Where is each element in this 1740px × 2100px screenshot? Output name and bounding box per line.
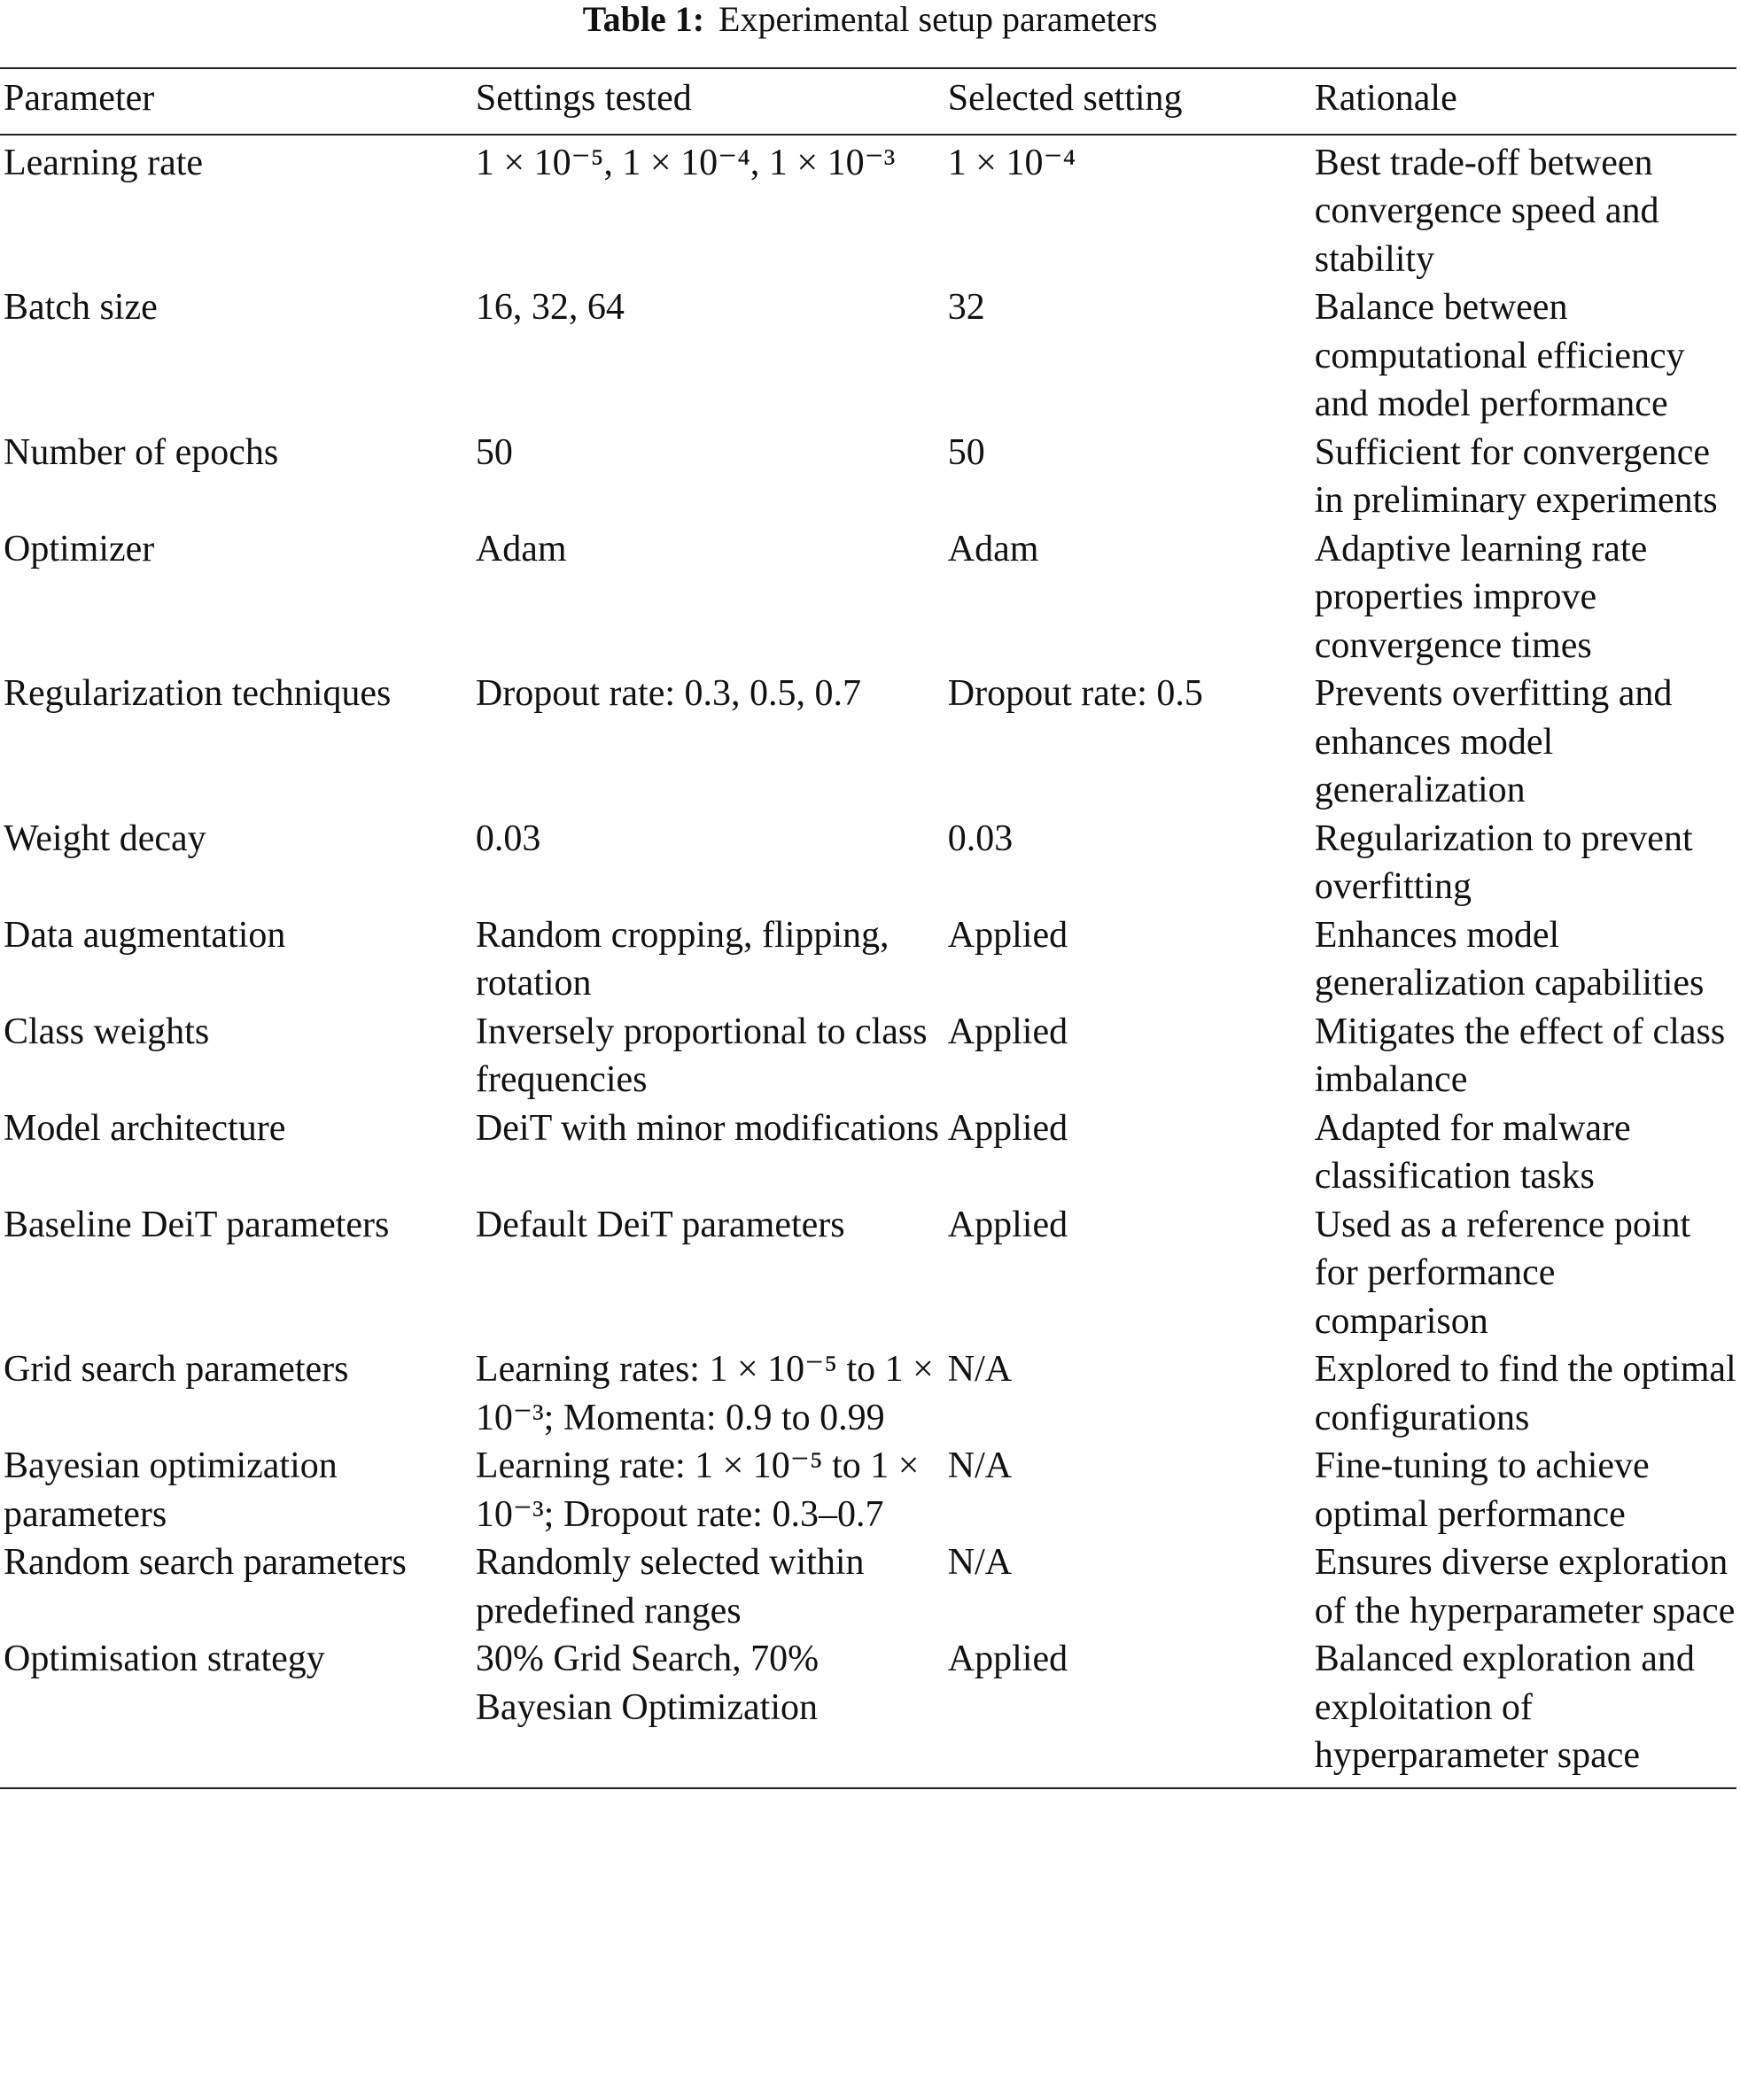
cell-selected: 1 × 10⁻⁴	[947, 142, 1076, 183]
header-selected-setting: Selected setting	[948, 68, 1315, 135]
cell-settings: 16, 32, 64	[475, 287, 625, 328]
table-row	[0, 1104, 1736, 1201]
cell-settings: 1 × 10⁻⁵, 1 × 10⁻⁴, 1 × 10⁻³	[475, 142, 896, 183]
header-parameter: Parameter	[0, 68, 476, 135]
header-settings-tested: Settings tested	[476, 68, 948, 135]
cell-rationale: Best trade-off between convergence speed and stability	[1314, 142, 1659, 280]
cell-settings: Inversely proportional to class frequencies	[475, 1011, 928, 1100]
cell-selected: Applied	[948, 1635, 1315, 1788]
cell-settings: Dropout rate: 0.3, 0.5, 0.7	[475, 673, 862, 714]
cell-selected: 32	[947, 287, 985, 328]
experimental-setup-table	[0, 67, 1736, 1789]
cell-rationale: Adaptive learning rate properties improve convergence times	[1314, 528, 1648, 666]
cell-settings: Random cropping, flipping, rotation	[475, 914, 889, 1004]
cell-parameter: Random search parameters	[4, 1542, 407, 1583]
cell-settings: Learning rate: 1 × 10⁻⁵ to 1 × 10⁻³; Dropout rate: 0.3–0.7	[475, 1445, 920, 1535]
cell-rationale: Fine-tuning to achieve optimal performance	[1314, 1445, 1650, 1535]
cell-selected: Adam	[947, 528, 1039, 570]
cell-parameter: Regularization techniques	[4, 673, 392, 714]
cell-settings: 0.03	[475, 818, 541, 859]
cell-parameter: Weight decay	[4, 818, 206, 859]
cell-rationale: Explored to find the optimal configurations	[1314, 1349, 1736, 1438]
table-row	[0, 1442, 1736, 1538]
cell-settings: DeiT with minor modifications	[475, 1107, 939, 1149]
cell-parameter: Number of epochs	[4, 431, 279, 473]
table-row	[0, 283, 1736, 429]
cell-selected: N/A	[947, 1445, 1013, 1486]
table-row	[0, 1635, 1736, 1788]
cell-selected: N/A	[947, 1349, 1013, 1390]
cell-rationale: Adapted for malware classification tasks	[1314, 1107, 1631, 1197]
cell-parameter: Grid search parameters	[4, 1349, 349, 1390]
cell-rationale: Prevents overfitting and enhances model generalization	[1314, 673, 1673, 810]
cell-selected: 50	[947, 431, 985, 473]
table-row	[0, 525, 1736, 670]
cell-rationale: Regularization to prevent overfitting	[1314, 818, 1693, 907]
cell-selected: Dropout rate: 0.5	[947, 673, 1203, 714]
cell-rationale: Balanced exploration and exploitation of hyperparameter space	[1315, 1635, 1736, 1788]
cell-parameter: Class weights	[4, 1011, 210, 1052]
table-row	[0, 429, 1736, 525]
cell-rationale: Sufficient for convergence in preliminary experiments	[1314, 431, 1718, 521]
header-rationale: Rationale	[1315, 68, 1736, 135]
cell-parameter: Batch size	[4, 287, 158, 328]
cell-parameter: Baseline DeiT parameters	[4, 1204, 390, 1245]
cell-parameter: Learning rate	[4, 142, 204, 183]
cell-parameter: Optimizer	[4, 528, 155, 570]
cell-selected: Applied	[947, 1204, 1068, 1245]
cell-selected: N/A	[947, 1542, 1013, 1583]
table-row	[0, 1538, 1736, 1635]
cell-selected: Applied	[947, 1107, 1068, 1149]
cell-settings: Default DeiT parameters	[475, 1204, 845, 1245]
cell-rationale: Enhances model generalization capabilities	[1314, 914, 1705, 1004]
table-header-row	[0, 68, 1736, 135]
cell-rationale: Balance between computational efficiency and model performance	[1314, 287, 1685, 424]
table-caption-title: Experimental setup parameters	[719, 0, 1158, 39]
table-row	[0, 815, 1736, 911]
table-row	[0, 1201, 1736, 1346]
table-caption	[0, 0, 1740, 39]
cell-selected: 0.03	[947, 818, 1014, 859]
cell-parameter: Bayesian optimization parameters	[4, 1445, 338, 1535]
cell-selected: Applied	[947, 914, 1068, 956]
cell-settings: Randomly selected within predefined ranges	[475, 1542, 865, 1631]
cell-parameter: Optimisation strategy	[0, 1635, 476, 1788]
cell-rationale: Used as a reference point for performance comparison	[1314, 1204, 1691, 1342]
table-row	[0, 670, 1736, 815]
cell-parameter: Data augmentation	[4, 914, 286, 956]
table-row	[0, 135, 1736, 284]
cell-settings: 30% Grid Search, 70% Bayesian Optimization	[476, 1635, 948, 1788]
table-row	[0, 1345, 1736, 1442]
cell-selected: Applied	[947, 1011, 1068, 1052]
cell-parameter: Model architecture	[4, 1107, 286, 1149]
cell-rationale: Mitigates the effect of class imbalance	[1314, 1011, 1726, 1100]
cell-settings: 50	[475, 431, 513, 473]
cell-settings: Adam	[475, 528, 567, 570]
table-row	[0, 911, 1736, 1008]
table-row	[0, 1008, 1736, 1104]
cell-settings: Learning rates: 1 × 10⁻⁵ to 1 × 10⁻³; Momenta: 0.9 to 0.99	[475, 1349, 934, 1438]
table-caption-label: Table 1:	[582, 0, 705, 39]
cell-rationale: Ensures diverse exploration of the hyperparameter space	[1314, 1542, 1736, 1631]
